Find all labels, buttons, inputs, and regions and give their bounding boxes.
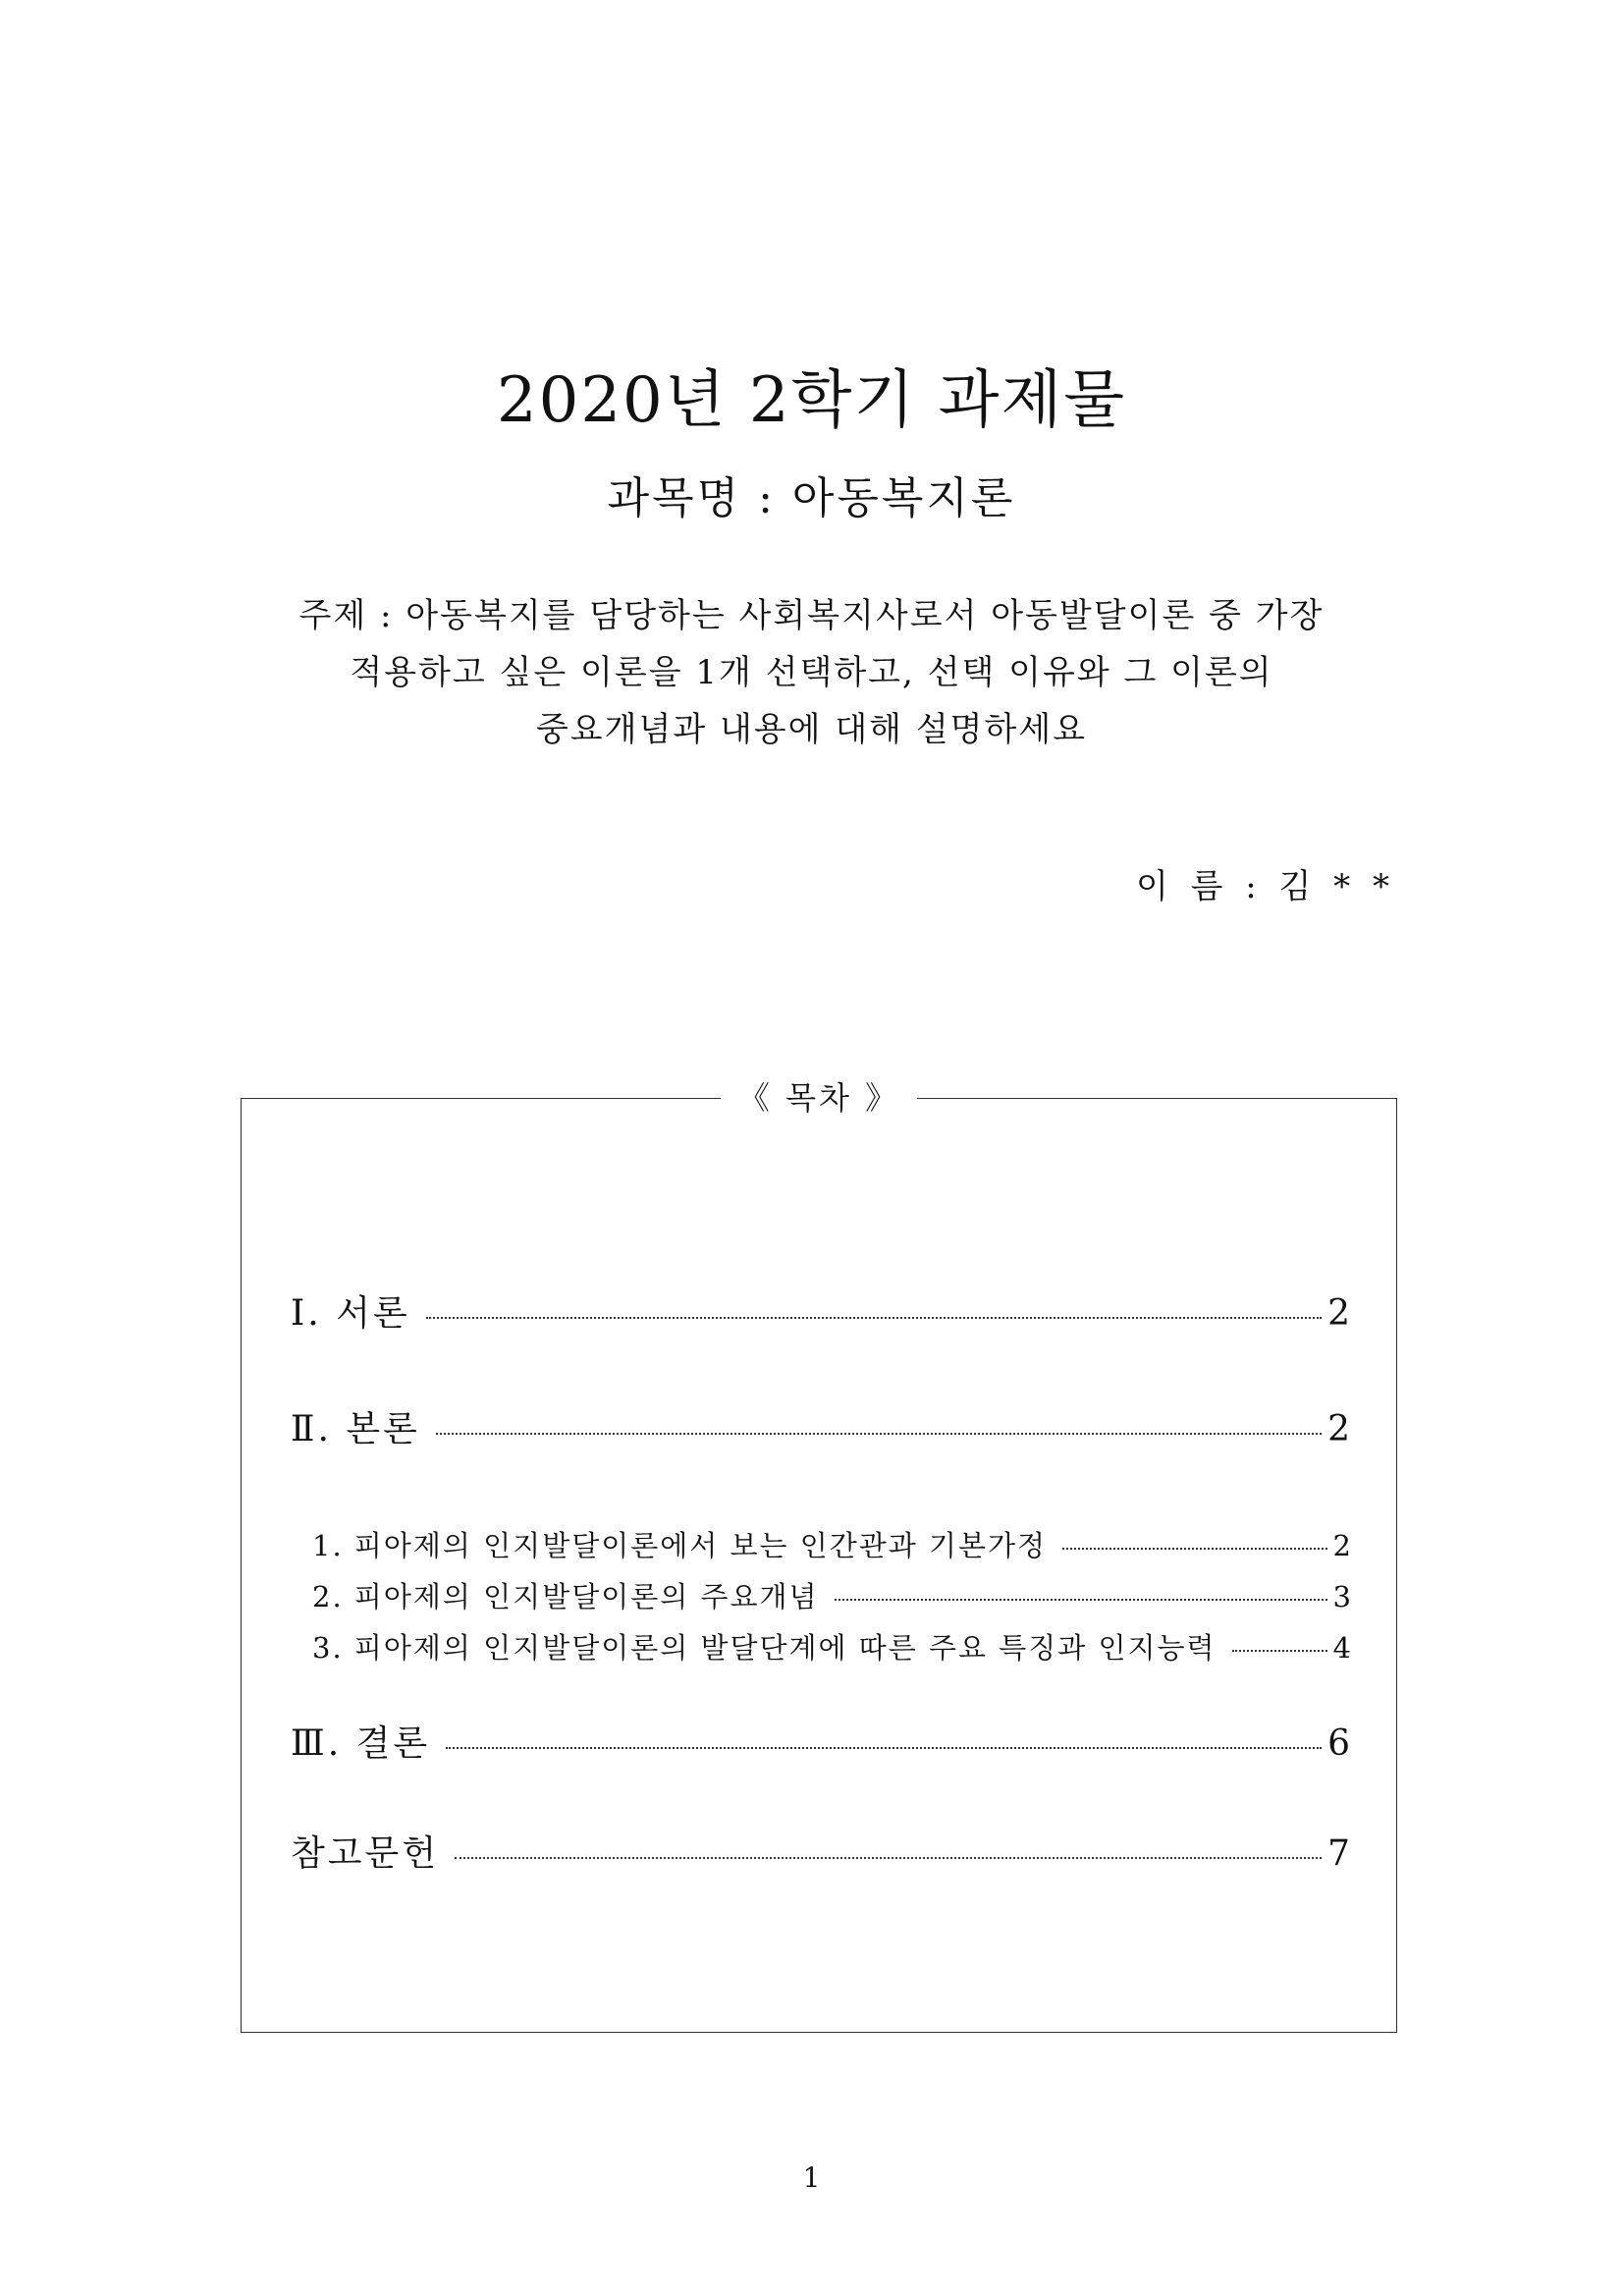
toc-entry-page: 6 (1327, 1723, 1353, 1764)
toc-leader-dots (446, 1747, 1322, 1749)
toc-entry-conclusion (291, 1720, 1353, 1769)
toc-entry-label: Ⅲ. 결론 (291, 1723, 431, 1764)
toc-entry-body-3 (312, 1627, 1353, 1668)
page-number: 1 (802, 2161, 821, 2194)
toc-entry-body-1 (312, 1525, 1353, 1566)
toc-entry-label: 2. 피아제의 인지발달이론의 주요개념 (312, 1580, 819, 1613)
toc-heading (242, 1075, 1396, 1121)
toc-entry-page: 4 (1332, 1631, 1353, 1665)
toc-entry-page: 7 (1327, 1833, 1353, 1874)
toc-entry-label: 1. 피아제의 인지발달이론에서 보는 인간관과 기본가정 (312, 1529, 1048, 1562)
toc-entry-body (291, 1405, 1353, 1454)
toc-entry-body-2 (312, 1576, 1353, 1617)
toc-entry-references (291, 1830, 1353, 1879)
toc-entry-label: Ⅱ. 본론 (291, 1409, 420, 1449)
toc-entry-page: 2 (1332, 1529, 1353, 1562)
toc-entry-label: Ⅰ. 서론 (291, 1293, 410, 1334)
topic-line: 주제 : 아동복지를 담당하는 사회복지사로서 아동발달이론 중 가장 (298, 596, 1325, 635)
toc-leader-dots (426, 1317, 1322, 1319)
toc-entry-label: 참고문헌 (291, 1833, 440, 1874)
toc-leader-dots (1062, 1548, 1326, 1550)
author-name: 이 름 : 김 * * (1135, 867, 1395, 906)
toc-leader-dots (835, 1599, 1327, 1601)
toc-leader-dots (436, 1433, 1322, 1435)
toc-entry-page: 2 (1327, 1293, 1353, 1334)
toc-heading-text: 《 목차 》 (721, 1079, 917, 1117)
toc-entry-page: 2 (1327, 1409, 1353, 1449)
table-of-contents (241, 1079, 1397, 2033)
topic-line: 적용하고 싶은 이론을 1개 선택하고, 선택 이유와 그 이론의 (350, 653, 1273, 692)
topic-line: 중요개념과 내용에 대해 설명하세요 (535, 710, 1088, 749)
assignment-topic (196, 587, 1427, 758)
toc-entry-page: 3 (1332, 1580, 1353, 1613)
document-title: 2020년 2학기 과제물 (496, 364, 1127, 437)
course-name: 과목명 : 아동복지론 (607, 473, 1016, 523)
toc-entry-label: 3. 피아제의 인지발달이론의 발달단계에 따른 주요 특징과 인지능력 (312, 1631, 1217, 1665)
toc-leader-dots (1232, 1650, 1327, 1652)
toc-entry-introduction (291, 1289, 1353, 1339)
toc-leader-dots (455, 1857, 1322, 1859)
